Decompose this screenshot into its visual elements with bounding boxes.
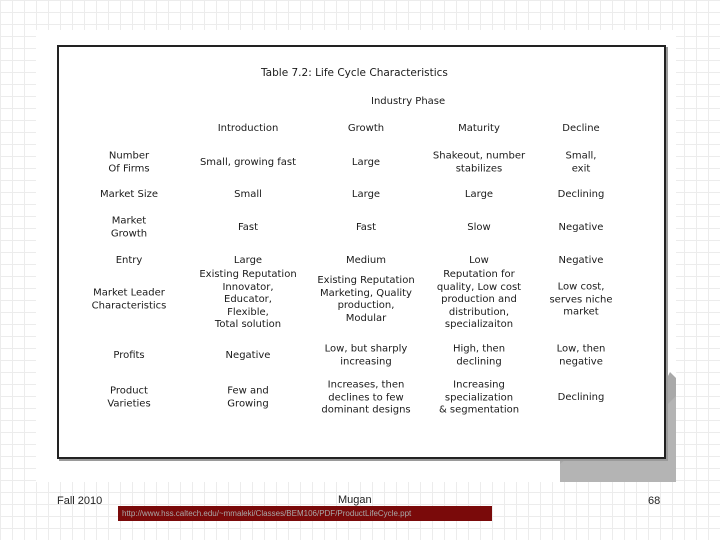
cell-line: Negative bbox=[558, 254, 604, 266]
cell-line: Small, growing fast bbox=[199, 156, 297, 168]
cell-line: Total solution bbox=[214, 318, 282, 330]
cell-line: Low, then bbox=[556, 343, 606, 355]
industry-phase-header: Industry Phase bbox=[371, 96, 446, 107]
cell-line: Medium bbox=[346, 254, 386, 266]
cell-line: Increasing bbox=[453, 379, 505, 391]
table-cell bbox=[559, 222, 604, 235]
table-cell bbox=[234, 189, 262, 202]
cell-line: Market Size bbox=[99, 188, 159, 200]
column-header-maturity: Maturity bbox=[458, 123, 500, 134]
cell-line: specialization bbox=[444, 391, 514, 403]
cell-line: Flexible, bbox=[227, 306, 269, 318]
cell-line: Existing Reputation bbox=[199, 268, 297, 280]
cell-line: market bbox=[563, 306, 599, 318]
row-label bbox=[113, 350, 144, 363]
table-cell bbox=[226, 350, 271, 363]
page-number: 68 bbox=[648, 495, 661, 507]
cell-line: Innovator, bbox=[222, 281, 274, 293]
table-cell bbox=[467, 222, 490, 235]
source-url-link[interactable]: http://www.hss.caltech.edu/~mmaleki/Classes/BEM106/PDF/ProductLifeCycle.ppt bbox=[118, 506, 492, 521]
row-label bbox=[108, 151, 149, 176]
table-cell bbox=[200, 157, 296, 170]
cell-line: stabilizes bbox=[455, 163, 503, 174]
table-title: Table 7.2: Life Cycle Characteristics bbox=[261, 67, 448, 79]
table-cell bbox=[352, 189, 380, 202]
cell-line: declines to few bbox=[328, 391, 404, 403]
cell-line: Fast bbox=[355, 221, 377, 233]
table-cell bbox=[199, 269, 296, 332]
column-header-growth: Growth bbox=[347, 123, 385, 134]
cell-line: Large bbox=[351, 188, 381, 200]
cell-line: Product bbox=[110, 385, 148, 397]
cell-line: Small, bbox=[565, 150, 597, 162]
table-cell bbox=[558, 189, 605, 202]
cell-line: Few and bbox=[227, 385, 269, 397]
cell-line: Existing Reputation bbox=[317, 275, 415, 286]
cell-line: increasing bbox=[340, 356, 392, 367]
cell-line: declining bbox=[456, 356, 502, 367]
cell-line: Entry bbox=[115, 254, 143, 266]
cell-line: production, bbox=[337, 300, 395, 311]
table-cell bbox=[566, 151, 597, 176]
row-label bbox=[92, 288, 167, 313]
table-cell bbox=[346, 255, 386, 268]
cell-line: Increases, then bbox=[327, 379, 405, 391]
table-cell bbox=[558, 392, 605, 405]
cell-line: Slow bbox=[467, 221, 491, 233]
table-cell bbox=[469, 255, 489, 268]
table-cell bbox=[465, 189, 493, 202]
cell-line: Negative bbox=[225, 349, 271, 361]
cell-line: Number bbox=[108, 150, 150, 162]
cell-line: Declining bbox=[557, 188, 605, 200]
table-cell bbox=[234, 255, 262, 268]
cell-line: dominant designs bbox=[321, 404, 411, 416]
row-label bbox=[116, 255, 143, 268]
cell-line: Low cost, bbox=[557, 281, 605, 293]
table-cell bbox=[453, 344, 505, 369]
cell-line: Low, but sharply bbox=[324, 343, 408, 355]
cell-line: quality, Low cost bbox=[436, 281, 522, 293]
cell-line: Fast bbox=[237, 221, 259, 233]
cell-line: negative bbox=[559, 356, 603, 367]
table-cell bbox=[321, 379, 410, 417]
cell-line: Growth bbox=[110, 228, 148, 239]
cell-line: Large bbox=[233, 254, 263, 266]
footer-date: Fall 2010 bbox=[57, 495, 103, 507]
table-cell bbox=[549, 281, 612, 319]
table-cell bbox=[433, 151, 525, 176]
cell-line: & segmentation bbox=[438, 404, 520, 416]
cell-line: Educator, bbox=[224, 293, 272, 305]
cell-line: Large bbox=[464, 188, 494, 200]
cell-line: Shakeout, number bbox=[432, 150, 526, 162]
cell-line: Market Leader bbox=[93, 287, 165, 299]
footer-author: Mugan bbox=[338, 494, 372, 506]
table-cell bbox=[356, 222, 376, 235]
table-cell bbox=[439, 379, 519, 417]
cell-line: Market bbox=[111, 215, 147, 227]
cell-line: serves niche bbox=[549, 293, 613, 305]
table-cell bbox=[227, 386, 269, 411]
cell-line: Characteristics bbox=[91, 300, 167, 311]
cell-line: Marketing, Quality bbox=[320, 287, 412, 299]
table-cell bbox=[238, 222, 258, 235]
cell-line: specializaiton bbox=[444, 318, 514, 330]
life-cycle-table-image bbox=[57, 45, 666, 459]
column-header-introduction: Introduction bbox=[217, 123, 279, 134]
cell-line: Of Firms bbox=[108, 163, 150, 174]
cell-line: Varieties bbox=[107, 398, 151, 409]
cell-line: exit bbox=[571, 163, 591, 174]
cell-line: Declining bbox=[557, 391, 605, 403]
cell-line: Reputation for bbox=[443, 268, 515, 280]
cell-line: Negative bbox=[558, 221, 604, 233]
table-cell bbox=[437, 269, 521, 332]
cell-line: Growing bbox=[227, 398, 269, 409]
cell-line: Small bbox=[234, 188, 262, 200]
table-cell bbox=[557, 344, 606, 369]
cell-line: High, then bbox=[452, 343, 506, 355]
table-cell bbox=[352, 157, 380, 170]
column-header-decline: Decline bbox=[562, 123, 600, 134]
cell-line: Large bbox=[351, 156, 381, 168]
cell-line: Modular bbox=[345, 312, 387, 324]
table-cell bbox=[325, 344, 408, 369]
cell-line: Profits bbox=[113, 349, 145, 361]
row-label bbox=[111, 216, 147, 241]
cell-line: distribution, bbox=[448, 306, 510, 318]
cell-line: Low bbox=[469, 254, 489, 266]
cell-line: production and bbox=[441, 293, 517, 305]
row-label bbox=[107, 386, 150, 411]
table-cell bbox=[559, 255, 604, 268]
row-label bbox=[100, 189, 158, 202]
table-cell bbox=[317, 275, 414, 325]
